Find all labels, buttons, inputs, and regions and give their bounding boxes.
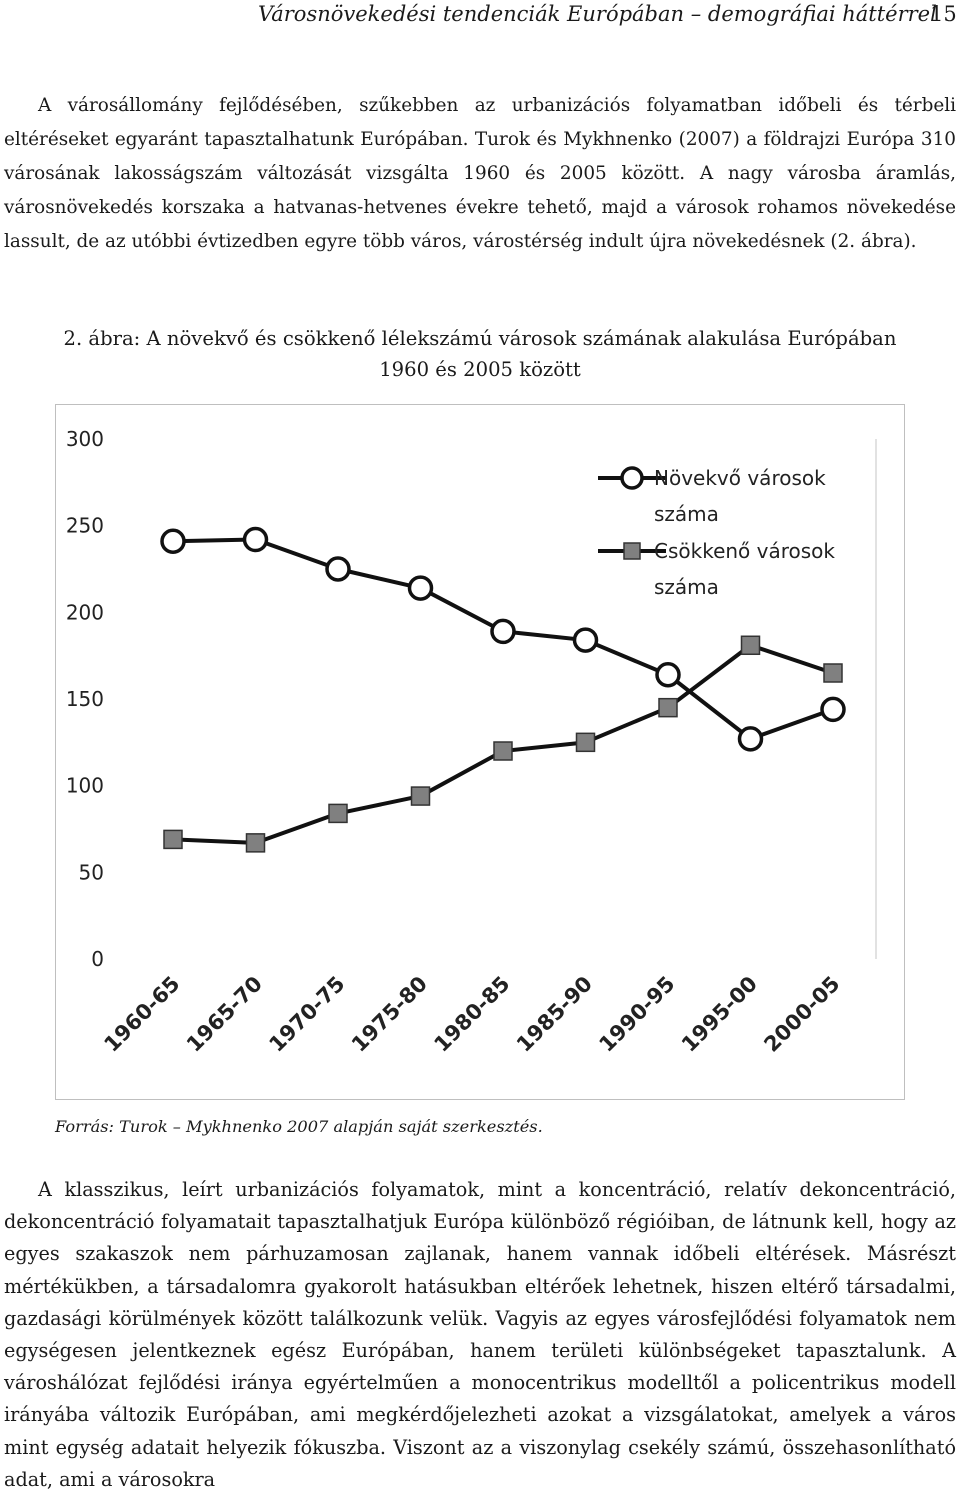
- x-tick-label: 1975-80: [346, 971, 433, 1057]
- y-tick-label: 50: [78, 860, 104, 885]
- data-point-growing: [327, 558, 349, 580]
- y-tick-label: 100: [65, 773, 104, 798]
- line-chart: [55, 404, 905, 1100]
- data-point-shrinking: [494, 742, 512, 760]
- legend-label: száma: [654, 502, 719, 526]
- x-tick-label: 1995-00: [676, 971, 763, 1057]
- data-point-shrinking: [247, 834, 265, 852]
- y-tick-label: 0: [91, 947, 104, 971]
- figure-caption: [0, 323, 960, 385]
- figure-source: Forrás: Turok – Mykhnenko 2007 alapján saját szerkesztés.: [55, 1117, 543, 1136]
- running-title: Városnövekedési tendenciák Európában – demográfiai háttérrel: [258, 2, 937, 26]
- x-tick-label: 1980-85: [429, 971, 515, 1057]
- y-tick-label: 250: [65, 513, 104, 538]
- figure-caption-line-1: 2. ábra: A növekvő és csökkenő lélekszámú városok számának alakulása Európában: [63, 327, 897, 350]
- legend-label: száma: [654, 575, 719, 599]
- data-point-growing: [822, 698, 844, 720]
- y-tick-label: 300: [65, 427, 104, 451]
- data-point-shrinking: [659, 699, 677, 717]
- x-tick-label: 1960-65: [99, 971, 185, 1057]
- running-header: [0, 0, 960, 40]
- body-paragraph-1: A városállomány fejlődésében, szűkebben az urbanizációs folyamatban időbeli és térbeli eltéréseket egyaránt tapasztalhatunk Európában. Turok és Mykhnenko (2007) a földrajzi Európa 310 városának lakosságszám változását vizsgálta 1960 és 2005 között. A nagy városba áramlás, városnövekedés korszaka a hatvanas-hetvenes évekre tehető, majd a városok rohamos növekedése lassult, de az utóbbi évtizedben egyre több város, várostérség indult újra növekedésnek (2. ábra).: [4, 95, 956, 252]
- x-tick-label: 1965-70: [181, 971, 268, 1057]
- legend-marker-square: [624, 543, 640, 559]
- legend-marker-circle: [622, 468, 642, 488]
- data-point-growing: [740, 728, 762, 750]
- data-point-growing: [492, 620, 514, 642]
- data-point-shrinking: [329, 804, 347, 822]
- figure-caption-line-2: 1960 és 2005 között: [379, 358, 581, 381]
- x-tick-label: 1970-75: [264, 971, 350, 1057]
- chart-canvas: [56, 405, 904, 1099]
- data-point-shrinking: [164, 830, 182, 848]
- data-point-shrinking: [412, 787, 430, 805]
- data-point-shrinking: [824, 664, 842, 682]
- x-tick-label: 1990-95: [594, 971, 680, 1057]
- data-point-shrinking: [742, 636, 760, 654]
- data-point-growing: [657, 664, 679, 686]
- data-point-growing: [162, 530, 184, 552]
- data-point-growing: [410, 577, 432, 599]
- y-tick-label: 200: [65, 600, 104, 625]
- data-point-growing: [575, 629, 597, 651]
- data-point-shrinking: [577, 733, 595, 751]
- y-tick-label: 150: [65, 687, 104, 711]
- legend-label: Csökkenő városok: [654, 539, 835, 563]
- legend-label: Növekvő városok: [654, 466, 826, 490]
- body-paragraph-2: A klasszikus, leírt urbanizációs folyamatok, mint a koncentráció, relatív dekoncentráció, dekoncentráció folyamatait tapasztalhatjuk Európa különböző régióiban, de látnunk kell, hogy az egyes szakaszok nem párhuzamosan zajlanak, hanem vannak időbeli eltérések. Másrészt mértékükben, a társadalomra gyakorolt hatásukban eltérőek lehetnek, hiszen eltérő társadalmi, gazdasági körülmények között találkozunk velük. Vagyis az egyes városfejlődési folyamatok nem egységesen jelentkeznek egész Európában, hanem területi különbségeket tapasztalunk. A városhálózat fejlődési iránya egyértelműen a monocentrikus modelltől a policentrikus modell irányába változik Európában, ami megkérdőjelezheti azokat a vizsgálatokat, amelyek a város mint egység adatait helyezik fókuszba. Viszont az a viszonylag csekély számú, összehasonlítható adat, ami a városokra: [4, 1178, 956, 1491]
- page-number: 15: [930, 2, 957, 26]
- x-tick-label: 2000-05: [759, 971, 845, 1057]
- x-tick-label: 1985-90: [511, 971, 598, 1057]
- data-point-growing: [245, 529, 267, 551]
